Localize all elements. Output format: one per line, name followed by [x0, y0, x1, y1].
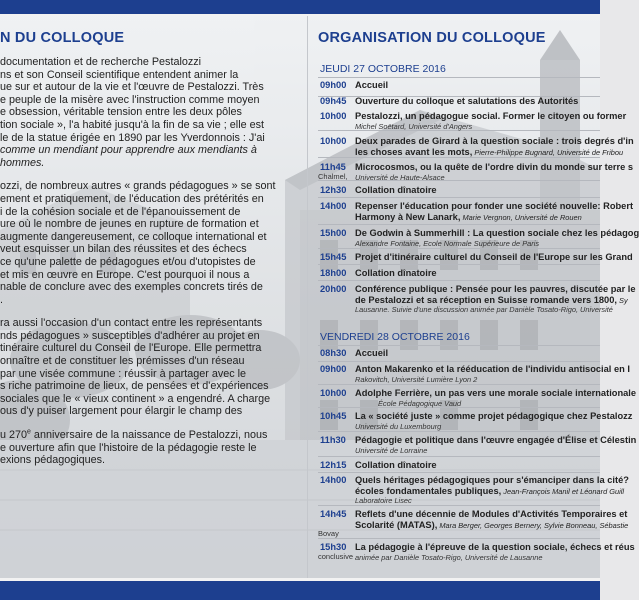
anniversary-line: u 270e anniversaire de la naissance de Pestalozzi, nous — [0, 428, 268, 442]
event-title: Conférence publique : Pensée pour les pauvres, discutée par le — [355, 284, 636, 294]
event-time: 10h45 — [320, 411, 347, 421]
event-speaker: animée par Danièle Tosato-Rigo, Université de Lausanne — [355, 552, 543, 562]
event-title-cont: Harmony à New Lanark, Marie Vergnon, Université de Rouen — [355, 211, 582, 222]
presentation-text — [0, 56, 284, 478]
event-speaker-fragment: conclusive — [318, 552, 354, 561]
event-speaker-fragment: Bovay — [318, 529, 339, 538]
paragraph-3 — [0, 317, 284, 418]
event-title: Pédagogie et politique dans l'œuvre engagée d'Élise et Célestin — [355, 435, 637, 445]
text-line: i de la cohésion sociale et de l'épanouissement de — [0, 205, 241, 218]
text-line: exions pédagogiques. — [0, 454, 106, 467]
text-line: documentation et de recherche Pestalozzi — [0, 56, 202, 68]
event-title: Anton Makarenko et la rééducation de l'individu antisocial en I — [355, 364, 630, 374]
event-title-cont: écoles fondamentales publiques, Jean-François Manil et Léonard Guill — [355, 485, 625, 496]
event-time: 18h00 — [320, 268, 347, 278]
event-title: Projet d'itinéraire culturel du Conseil de l'Europe sur les Grand — [355, 252, 633, 262]
column-divider — [307, 16, 308, 578]
event-title: Deux parades de Girard à la question sociale : trois degrés d'in — [355, 136, 634, 146]
right-heading: ORGANISATION DU COLLOQUE — [318, 30, 546, 46]
paragraph-2 — [0, 180, 284, 306]
event-speaker: Rakovitch, Université Lumière Lyon 2 — [355, 374, 478, 384]
event-title: La pédagogie à l'épreuve de la question sociale, échecs et réus — [355, 542, 635, 552]
event-time: 09h00 — [320, 364, 347, 374]
separator — [318, 472, 600, 473]
text-line: veut esquisser un bilan des réussites et des échecs — [0, 243, 247, 256]
text-line: ra aussi l'occasion d'un contact entre les représentants — [0, 317, 263, 330]
event-time: 12h30 — [320, 185, 347, 195]
separator — [318, 505, 600, 506]
event-speaker: Alexandre Fontaine, Ecole Normale Supérieure de Paris — [355, 238, 540, 248]
event-speaker: École Pédagogique Vaud — [378, 398, 462, 408]
separator — [318, 384, 600, 385]
event-time: 10h00 — [320, 111, 347, 121]
event-speaker: Université de Haute-Alsace — [355, 172, 445, 182]
event-title: Collation dînatoire — [355, 268, 437, 278]
event-speaker: Michel Soëtard, Université d'Angers — [355, 122, 473, 131]
event-title-cont: Scolarité (MATAS), Mara Berger, Georges Bernery, Sylvie Bonneau, Sébastie — [355, 519, 629, 530]
separator — [318, 224, 600, 225]
quote-line: comme un mendiant pour apprendre aux mendiants à — [0, 144, 257, 157]
event-speaker: Lausanne. Suivie d'une discussion animée par Danièle Tosato-Rigo, Université — [355, 305, 613, 314]
top-banner — [0, 0, 600, 16]
event-time: 11h30 — [320, 435, 346, 445]
text-line: tion sociale », l'a habité jusqu'à la fin de sa vie ; elle est — [0, 118, 265, 131]
text-line: ure où le nombre de jeunes en rupture de formation et — [0, 218, 259, 231]
event-speaker: Laboratoire Lisec — [355, 496, 412, 505]
separator — [318, 248, 600, 249]
paragraph-4 — [0, 429, 284, 467]
separator — [318, 456, 600, 457]
event-title: La « société juste » comme projet pédagogique chez Pestalozz — [355, 411, 633, 421]
separator — [318, 77, 600, 78]
event-time: 12h15 — [320, 460, 347, 470]
event-time: 10h00 — [320, 136, 347, 146]
event-time: 14h00 — [320, 475, 347, 485]
separator — [318, 361, 600, 362]
text-line: s riche patrimoine de lieux, de pensées et d'expériences — [0, 380, 269, 393]
event-title: Pestalozzi, un pédagogue social. Former le citoyen ou former — [355, 111, 627, 121]
event-time: 10h00 — [320, 388, 347, 398]
quote-line: hommes. — [0, 156, 45, 169]
event-speaker-fragment: Chalmel, — [318, 172, 348, 181]
event-title-cont: les choses avant les mots, Pierre-Philippe Bugnard, Université de Fribou — [355, 146, 624, 157]
event-time: 14h00 — [320, 201, 347, 211]
event-speaker: Université de Lorraine — [355, 445, 428, 455]
event-title-cont: de Pestalozzi et sa réception en Suisse romande vers 1800, Sy — [355, 294, 628, 305]
separator — [318, 538, 600, 539]
text-line: le de la statue érigée en 1890 par les Yverdonnois : J'ai — [0, 131, 265, 144]
day-1-label: JEUDI 27 OCTOBRE 2016 — [320, 63, 446, 75]
text-line: et mis en œuvre en Europe. C'est pourquoi il nous a — [0, 268, 250, 281]
separator — [318, 280, 600, 281]
event-time: 14h45 — [320, 509, 347, 519]
text-line: ozzi, de nombreux autres « grands pédagogues » se sont — [0, 180, 276, 193]
day-2-label: VENDREDI 28 OCTOBRE 2016 — [320, 331, 470, 343]
event-speaker: Université du Luxembourg — [355, 421, 442, 431]
text-line: augmente dangereusement, ce colloque international et — [0, 230, 267, 243]
text-line: ue sur et autour de la vie et l'œuvre de Pestalozzi. Très — [0, 81, 264, 94]
separator — [318, 431, 600, 432]
event-title: Repenser l'éducation pour fonder une société nouvelle: Robert — [355, 201, 634, 211]
separator — [318, 264, 600, 265]
event-title: Reflets d'une décennie de Modules d'Activités Temporaires et — [355, 509, 628, 519]
event-title: Accueil — [355, 80, 389, 90]
text-line: sociales que le « vieux continent » a engendré. A charge — [0, 392, 271, 405]
event-time: 20h00 — [320, 284, 347, 294]
event-title: De Godwin à Summerhill : La question sociale chez les pédagog — [355, 228, 639, 238]
event-time: 09h00 — [320, 80, 347, 90]
paragraph-1 — [0, 56, 284, 169]
bottom-banner — [0, 578, 600, 600]
text-line: ce qu'une palette de pédagogues et/ou d'utopistes de — [0, 255, 256, 268]
text-line: e peuple de la misère avec l'instruction comme moyen — [0, 93, 260, 106]
text-line: e ouverture afin que l'histoire de la pédagogie reste le — [0, 441, 257, 454]
left-heading: N DU COLLOQUE — [0, 30, 125, 46]
text-line: onnaître et de constituer les prémisses d'un réseau — [0, 355, 245, 368]
text-line: par une visée commune : réussir à partager avec le — [0, 367, 247, 380]
event-time: 09h45 — [320, 96, 347, 106]
event-title: Collation dînatoire — [355, 185, 437, 195]
event-title: Ouverture du colloque et salutations des Autorités — [355, 96, 579, 106]
text-line: nable de conclure avec des exemples concrets tirés de — [0, 281, 263, 294]
event-time: 11h45 — [320, 162, 346, 172]
event-title: Microcosmos, ou la quête de l'ordre divin du monde sur terre s — [355, 162, 634, 172]
separator — [318, 345, 600, 346]
event-time: 15h30 — [320, 542, 347, 552]
text-line: nds pédagogues » susceptibles d'adhérer au projet en — [0, 329, 260, 342]
text-line: . — [0, 293, 3, 306]
event-title: Accueil — [355, 348, 389, 358]
event-title: Adolphe Ferrière, un pas vers une morale sociale internationale — [355, 388, 637, 398]
event-time: 08h30 — [320, 348, 347, 358]
text-line: tinéraire culturel du Conseil de l'Europe. Elle permettra — [0, 342, 262, 355]
event-title: Quels héritages pédagogiques pour s'émanciper dans la cité? — [355, 475, 629, 485]
text-line: ement et pratiquement, de l'éducation des prétérités en — [0, 192, 264, 205]
event-time: 15h45 — [320, 252, 347, 262]
text-line: ns et son Conseil scientifique entendent animer la — [0, 68, 239, 81]
text-line: ous d'y puiser largement pour élargir le champ des — [0, 405, 243, 418]
separator — [318, 197, 600, 198]
event-time: 15h00 — [320, 228, 347, 238]
event-title: Collation dînatoire — [355, 460, 437, 470]
text-line: e obsession, véritable tension entre les deux pôles — [0, 106, 242, 119]
